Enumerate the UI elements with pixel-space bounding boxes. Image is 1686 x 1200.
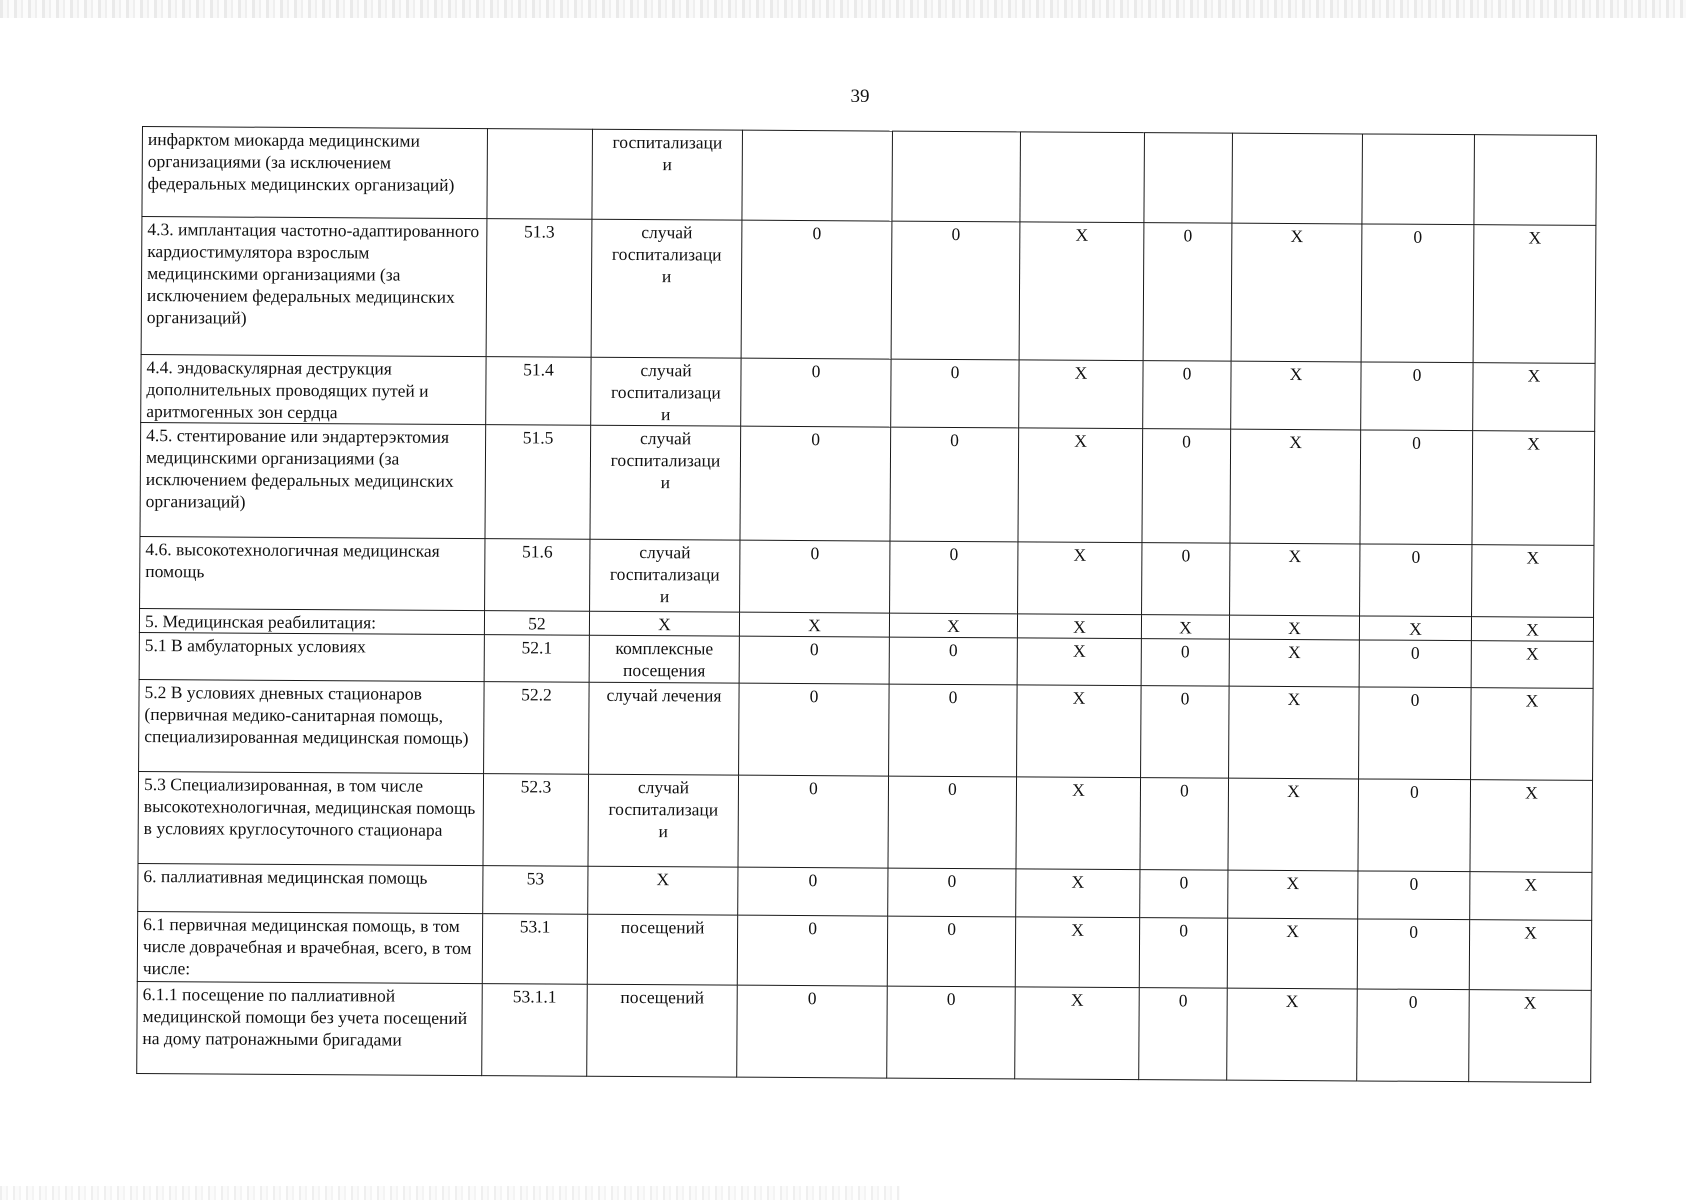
row-code-cell: 51.5 <box>485 425 591 540</box>
value-cell: X <box>1017 614 1141 639</box>
row-name-cell: 6. паллиативная медицинская помощь <box>138 863 483 913</box>
row-code-cell: 51.3 <box>486 219 592 358</box>
value-cell: 0 <box>1358 779 1471 872</box>
value-cell: X <box>1141 615 1229 640</box>
value-cell: 0 <box>887 916 1015 987</box>
row-unit-cell: комплексные посещения <box>589 635 739 683</box>
row-unit-cell: X <box>588 866 738 915</box>
value-cell: X <box>1472 431 1595 546</box>
value-cell: X <box>1470 872 1592 921</box>
value-cell: X <box>1228 870 1358 919</box>
value-cell: 0 <box>738 775 889 868</box>
value-cell: 0 <box>889 684 1018 777</box>
value-cell: 0 <box>1143 361 1231 430</box>
value-cell: 0 <box>739 683 890 776</box>
page-number: 39 <box>850 86 870 107</box>
row-unit-cell: случай госпитализаци и <box>588 774 739 867</box>
value-cell: X <box>1470 780 1593 873</box>
row-name-cell: 5.2 В условиях дневных стационаров (первичная медико-санитарная помощь, специализированная медицинская помощь) <box>139 679 485 773</box>
value-cell: X <box>1229 615 1359 640</box>
value-cell: 0 <box>891 359 1019 428</box>
value-cell: 0 <box>1139 988 1228 1081</box>
value-cell <box>1144 133 1233 224</box>
value-cell: 0 <box>1141 686 1230 779</box>
value-cell: 0 <box>890 427 1019 542</box>
row-code-cell <box>487 129 593 220</box>
value-cell: X <box>739 612 889 637</box>
value-cell: X <box>1018 428 1143 543</box>
value-cell: X <box>1471 617 1593 642</box>
table-row <box>141 217 1596 364</box>
value-cell: X <box>1231 361 1361 430</box>
value-cell: X <box>1015 917 1139 988</box>
value-cell: X <box>1469 920 1591 991</box>
value-cell: 0 <box>740 540 890 613</box>
row-code-cell: 52.1 <box>484 635 589 683</box>
row-name-cell: 6.1 первичная медицинская помощь, в том числе доврачебная и врачебная, всего, в том числе: <box>137 911 482 983</box>
row-unit-cell: посещений <box>587 914 737 985</box>
value-cell: 0 <box>1142 543 1230 616</box>
value-cell: X <box>1230 429 1361 544</box>
scan-edge-top <box>0 0 1686 18</box>
table-row <box>142 127 1597 226</box>
value-cell <box>1232 133 1363 224</box>
value-cell: X <box>1227 988 1358 1081</box>
value-cell: X <box>1231 223 1362 362</box>
value-cell: X <box>1019 360 1143 429</box>
value-cell: 0 <box>889 637 1017 685</box>
row-code-cell: 52.3 <box>483 774 589 867</box>
value-cell: 0 <box>887 986 1016 1079</box>
value-cell: X <box>1471 688 1594 781</box>
value-cell: 0 <box>888 868 1016 917</box>
value-cell: 0 <box>740 426 891 541</box>
value-cell: 0 <box>1140 778 1229 871</box>
row-unit-cell: посещений <box>587 984 738 1077</box>
row-code-cell: 51.4 <box>486 357 591 426</box>
value-cell: X <box>1016 777 1141 870</box>
value-cell: X <box>1017 638 1141 686</box>
value-cell: 0 <box>1360 430 1473 545</box>
value-cell: X <box>1471 641 1593 689</box>
value-cell: X <box>1472 545 1594 618</box>
row-unit-cell: X <box>589 611 739 636</box>
row-unit-cell: случай госпитализаци и <box>591 357 741 426</box>
table-row <box>137 981 1592 1082</box>
row-code-cell: 51.6 <box>485 539 590 612</box>
table-row <box>140 536 1594 617</box>
value-cell: 0 <box>741 358 891 427</box>
value-cell: X <box>1473 363 1595 432</box>
value-cell: X <box>1018 542 1142 615</box>
table-row <box>140 422 1595 545</box>
row-unit-cell: случай лечения <box>589 682 740 775</box>
row-name-cell: 4.4. эндоваскулярная деструкция дополнительных проводящих путей и аритмогенных зон сердца <box>141 354 486 424</box>
value-cell: X <box>1473 225 1596 364</box>
scan-edge-bottom <box>0 1186 900 1200</box>
value-cell: 0 <box>1359 687 1472 780</box>
row-name-cell: 5.1 В амбулаторных условиях <box>139 632 484 681</box>
row-name-cell: 6.1.1 посещение по паллиативной медицинской помощи без учета посещений на дому патронажными бригадами <box>137 981 483 1075</box>
value-cell: X <box>1017 685 1142 778</box>
row-code-cell: 53.1.1 <box>482 984 588 1077</box>
value-cell: 0 <box>1140 870 1228 919</box>
row-name-cell: инфарктом миокарда медицинскими организациями (за исключением федеральных медицинских организаций) <box>142 127 488 219</box>
value-cell: 0 <box>1141 639 1229 687</box>
value-cell: X <box>1230 543 1360 616</box>
value-cell <box>1474 135 1597 226</box>
row-name-cell: 5.3 Специализированная, в том числе высокотехнологичная, медицинская помощь в условиях круглосуточного стационара <box>138 771 484 865</box>
value-cell: 0 <box>1359 640 1471 688</box>
value-cell <box>1020 132 1145 223</box>
row-code-cell: 53.1 <box>482 914 587 985</box>
value-cell: 0 <box>741 220 892 359</box>
value-cell: 0 <box>890 541 1018 614</box>
value-cell: X <box>1016 869 1140 918</box>
table-row <box>139 679 1594 780</box>
value-cell <box>742 130 893 221</box>
value-cell: X <box>1359 616 1471 641</box>
row-unit-cell: случай госпитализаци и <box>591 219 742 358</box>
value-cell: X <box>1229 686 1360 779</box>
value-cell: 0 <box>739 636 889 684</box>
value-cell: 0 <box>1142 429 1231 544</box>
value-cell: 0 <box>1357 989 1470 1082</box>
value-cell: 0 <box>737 915 887 986</box>
table-row <box>141 354 1595 431</box>
value-cell: 0 <box>1358 871 1470 920</box>
row-unit-cell: случай госпитализаци и <box>590 425 741 540</box>
value-cell <box>1362 134 1475 225</box>
row-name-cell: 4.3. имплантация частотно-адаптированного кардиостимулятора взрослым медицинскими организациями (за исключением федеральных медицинских организаций) <box>141 217 487 357</box>
value-cell: 0 <box>1360 544 1472 617</box>
value-cell: 0 <box>888 776 1017 869</box>
row-name-cell: 4.6. высокотехнологичная медицинская помощь <box>140 536 485 610</box>
value-cell: X <box>1019 222 1144 361</box>
row-code-cell: 52 <box>484 611 589 636</box>
value-cell: X <box>1228 778 1359 871</box>
row-code-cell: 52.2 <box>484 682 590 775</box>
value-cell: 0 <box>738 867 888 916</box>
row-name-cell: 4.5. стентирование или эндартерэктомия медицинскими организациями (за исключением федеральных медицинских организаций) <box>140 422 486 538</box>
value-cell: X <box>1229 639 1359 687</box>
value-cell: 0 <box>737 985 888 1078</box>
value-cell: 0 <box>1143 223 1232 362</box>
table-row <box>137 911 1591 990</box>
row-unit-cell: госпитализаци и <box>592 129 743 220</box>
value-cell: 0 <box>1361 362 1473 431</box>
row-name-cell: 5. Медицинская реабилитация: <box>139 608 484 634</box>
table-row <box>138 771 1593 872</box>
value-cell: 0 <box>891 221 1020 360</box>
value-cell: 0 <box>1139 918 1227 989</box>
row-unit-cell: случай госпитализаци и <box>590 539 740 612</box>
row-code-cell: 53 <box>483 866 588 915</box>
value-cell: 0 <box>1361 224 1474 363</box>
value-cell: X <box>1227 918 1357 989</box>
value-cell: 0 <box>1357 919 1469 990</box>
value-cell <box>892 131 1021 222</box>
value-cell: X <box>889 613 1017 638</box>
value-cell: X <box>1469 990 1592 1083</box>
value-cell: X <box>1015 987 1140 1080</box>
data-table <box>136 126 1597 1083</box>
